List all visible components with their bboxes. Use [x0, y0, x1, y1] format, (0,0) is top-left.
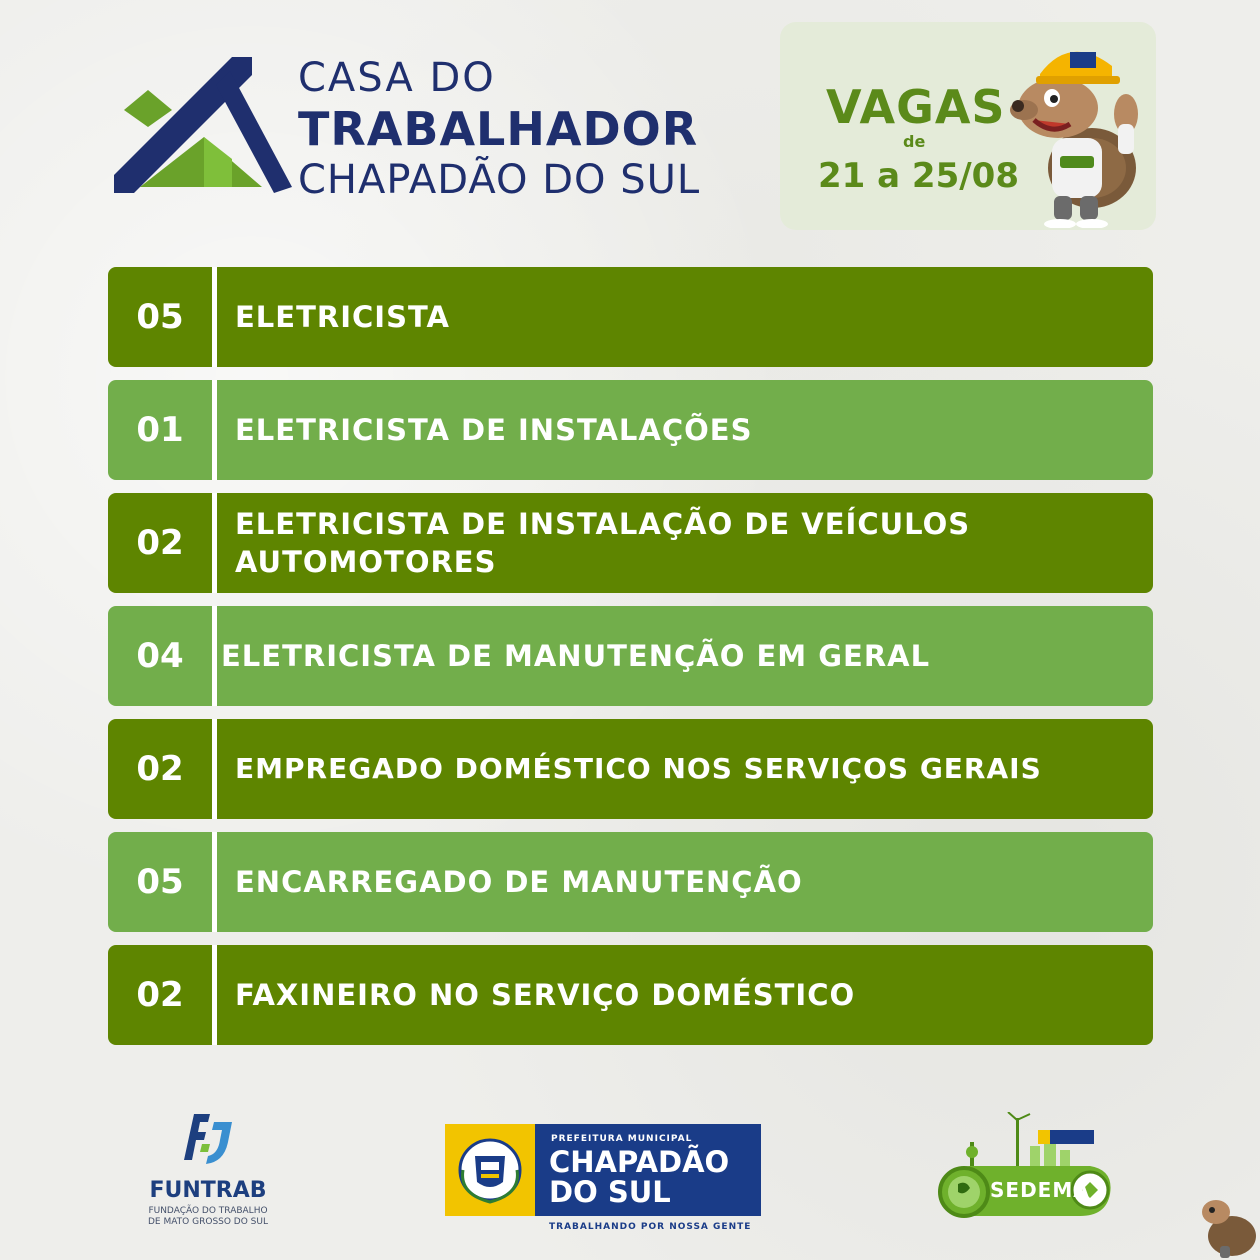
pref-name-line2: DO SUL: [549, 1175, 671, 1209]
list-item: [108, 719, 1153, 819]
title-line-casa-do: CASA DO: [298, 55, 496, 101]
funtrab-logo: [138, 1110, 278, 1230]
list-item: [108, 945, 1153, 1045]
vacancy-count: 04: [136, 636, 184, 676]
vacancy-count: 02: [136, 523, 184, 563]
house-roof-logo-icon: [112, 55, 292, 195]
list-item: [108, 493, 1153, 593]
funtrab-subtitle-line2: DE MATO GROSSO DO SUL: [147, 1217, 268, 1227]
title-line-trabalhador: TRABALHADOR: [298, 102, 699, 156]
vacancy-list: [108, 267, 1153, 1058]
sedema-logo-icon: [930, 1112, 1120, 1242]
title-line-chapadao: CHAPADÃO DO SUL: [298, 157, 701, 203]
page-title: [298, 55, 700, 203]
funtrab-logo-icon: [180, 1110, 236, 1170]
vacancy-count: 01: [136, 410, 184, 450]
vacancy-title: FAXINEIRO NO SERVIÇO DOMÉSTICO: [235, 978, 856, 1012]
vacancy-title: EMPREGADO DOMÉSTICO NOS SERVIÇOS GERAIS: [235, 752, 1042, 785]
municipal-seal-icon: [445, 1124, 535, 1216]
mascot-armadillo-icon: [1000, 28, 1150, 228]
vagas-date-range: 21 a 25/08: [818, 156, 1019, 196]
vacancy-count: 02: [136, 975, 184, 1015]
list-item: [108, 267, 1153, 367]
vacancy-title: ELETRICISTA DE INSTALAÇÕES: [235, 413, 753, 447]
prefeitura-logo: [445, 1124, 761, 1236]
pref-small-label: PREFEITURA MUNICIPAL: [551, 1134, 693, 1144]
vagas-de: de: [903, 132, 926, 151]
list-item: [108, 606, 1153, 706]
vacancy-title: ELETRICISTA: [235, 300, 450, 334]
funtrab-subtitle-line1: FUNDAÇÃO DO TRABALHO: [148, 1206, 268, 1216]
pref-slogan: TRABALHANDO POR NOSSA GENTE: [549, 1222, 752, 1232]
list-item: [108, 380, 1153, 480]
vacancy-title: ELETRICISTA DE INSTALAÇÃO DE VEÍCULOS AUTOMOTORES: [235, 507, 971, 579]
vacancy-count: 05: [136, 297, 184, 337]
sedema-logo: [930, 1112, 1120, 1242]
corner-mascot-icon: [1196, 1188, 1260, 1260]
list-item: [108, 832, 1153, 932]
pref-seal-box: [445, 1124, 535, 1216]
vacancy-title: ELETRICISTA DE MANUTENÇÃO EM GERAL: [221, 639, 931, 673]
funtrab-name: FUNTRAB: [149, 1178, 267, 1203]
vagas-title: VAGAS: [826, 80, 1006, 134]
vacancy-title: ENCARREGADO DE MANUTENÇÃO: [235, 865, 803, 899]
vacancy-count: 05: [136, 862, 184, 902]
vacancy-count: 02: [136, 749, 184, 789]
funtrab-subtitle: [138, 1206, 278, 1228]
sedema-label: SEDEMA: [990, 1178, 1090, 1202]
pref-name-line1: CHAPADÃO: [549, 1145, 730, 1179]
